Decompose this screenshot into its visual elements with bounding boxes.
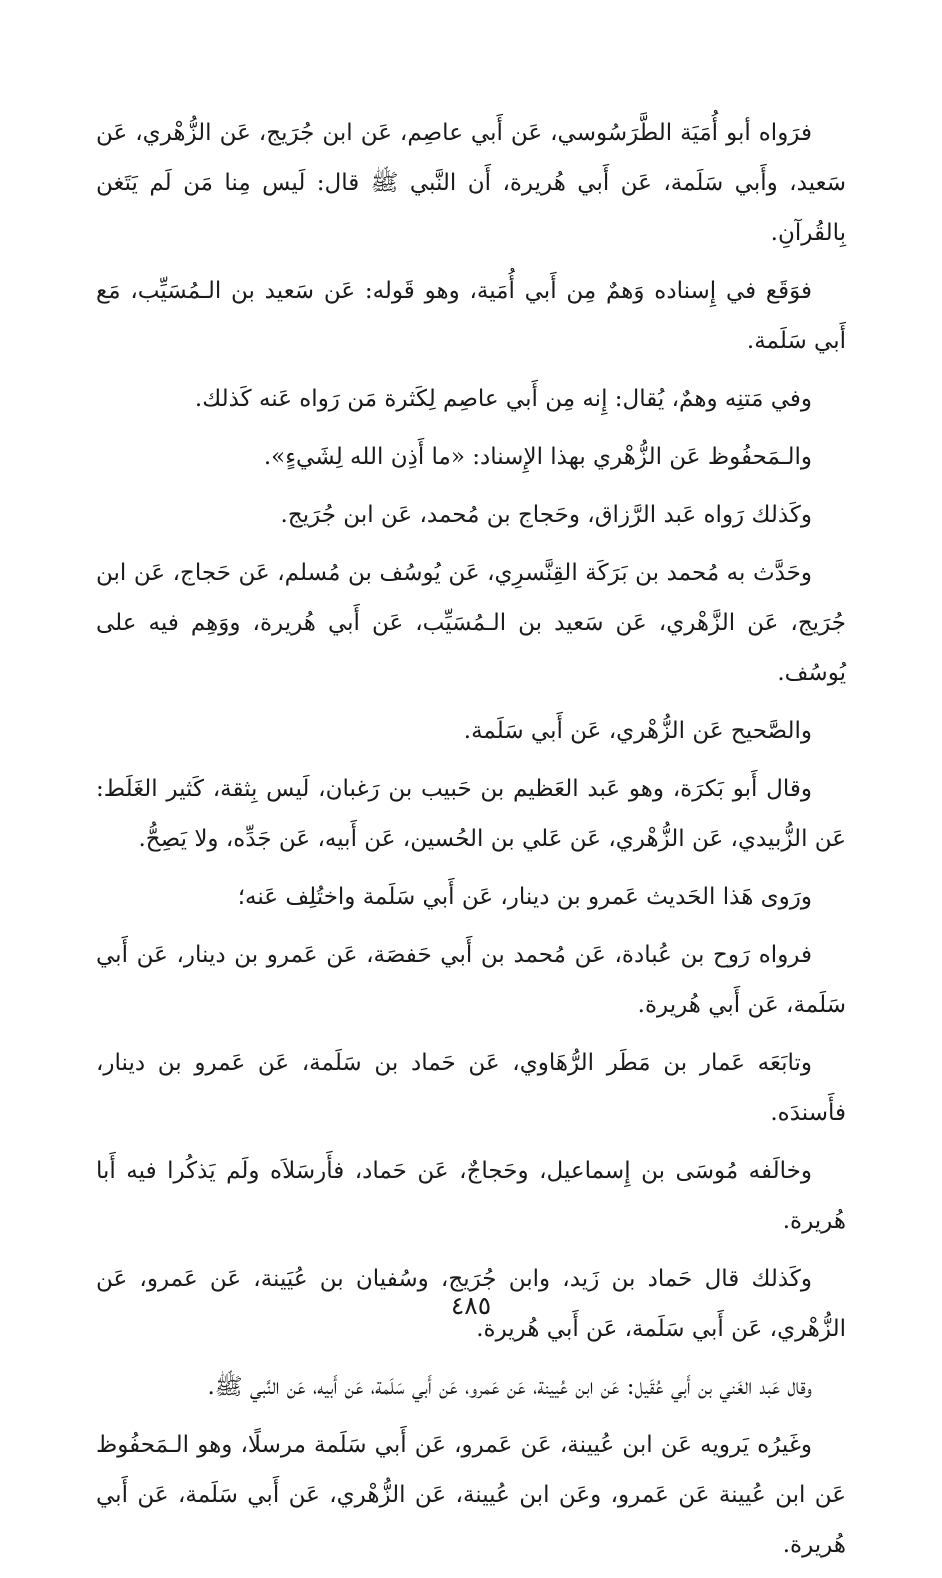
paragraph: وحَدَّث به مُحمد بن بَرَكَة القِنَّسرِي، عَن يُوسُف بن مُسلم، عَن حَجاج، عَن ابن جُرَيج، عَن الزَّهْري، عَن سَعيد بن الـمُسَيِّب، عَن أَبي هُريرة، ووَهِم فيه على يُوسُف.: [96, 560, 846, 686]
paragraph: وغَيرُه يَرويه عَن ابن عُيينة، عَن عَمرو، عَن أَبي سَلَمة مرسلًا، وهو الـمَحفُوظ عَن ابن عُيينة عَن عَمرو، وعَن ابن عُيينة، عَن الزُّهْري، عَن أَبي سَلَمة، عَن أَبي هُريرة.: [96, 1432, 846, 1558]
paragraph: والصَّحيح عَن الزُّهْري، عَن أَبي سَلَمة.: [463, 718, 812, 744]
paragraph: وقال عَبد الغَني بن أَبي عُقَيل: عَن ابن عُيينة، عَن عَمرو، عَن أَبي سَلَمة، عَن أَبيه، عَن النَّبي ﷺ.: [207, 1374, 812, 1400]
paragraph: وفي مَتنِه وهمٌ، يُقال: إِنه مِن أَبي عاصِم لِكَثرة مَن رَواه عَنه كَذلك.: [194, 386, 812, 412]
paragraph: فرَواه أبو أُمَيَة الطَّرَسُوسي، عَن أَبي عاصِم، عَن ابن جُرَيج، عَن الزُّهْري، عَن سَعيد، وأَبي سَلَمة، عَن أَبي هُريرة، أَن النَّبي ﷺ قال: لَيس مِنا مَن لَم يَتَغن بِالقُرآنِ.: [96, 120, 846, 246]
paragraph: فوَقَع في إِسناده وَهمٌ مِن أَبي أُمَية، وهو قَوله: عَن سَعيد بن الـمُسَيِّب، مَع أَبي سَلَمة.: [96, 278, 846, 354]
paragraph: فرواه رَوح بن عُبادة، عَن مُحمد بن أَبي حَفصَة، عَن عَمرو بن دينار، عَن أَبي سَلَمة، عَن أَبي هُريرة.: [96, 942, 846, 1018]
paragraph: وخالَفه مُوسَى بن إِسماعيل، وحَجاجٌ، عَن حَماد، فأَرسَلاَه ولَم يَذكُرا فيه أَبا هُريرة.: [96, 1158, 846, 1234]
paragraph: والـمَحفُوظ عَن الزُّهْري بهذا الإِسناد: «ما أَذِن الله لِشَيءٍ».: [263, 444, 812, 470]
paragraph: وقال أَبو بَكرَة، وهو عَبد العَظيم بن حَبيب بن رَغبان، لَيس بِثقة، كَثير الغَلَط: عَن الزُّبيدي، عَن الزُّهْري، عَن عَلي بن الحُسين، عَن أَبيه، عَن جَدِّه، ولا يَصِحُّ.: [96, 776, 846, 852]
paragraph: ورَوى هَذا الحَديث عَمرو بن دينار، عَن أَبي سَلَمة واختُلِف عَنه؛: [237, 884, 812, 910]
body-text: [96, 108, 846, 1578]
paragraph: وتابَعَه عَمار بن مَطَر الرُّهَاوي، عَن حَماد بن سَلَمة، عَن عَمرو بن دينار، فأَسندَه.: [96, 1050, 846, 1126]
page-number: ٤٨٥: [450, 1291, 492, 1320]
paragraph: وكَذلك رَواه عَبد الرَّزاق، وحَجاج بن مُحمد، عَن ابن جُرَيج.: [280, 502, 812, 528]
paragraph: وكَذلك قال حَماد بن زَيد، وابن جُرَيج، وسُفيان بن عُيَينة، عَن عَمرو، عَن الزُّهْري، عَن أَبي سَلَمة، عَن أَبي هُريرة.: [96, 1266, 846, 1342]
